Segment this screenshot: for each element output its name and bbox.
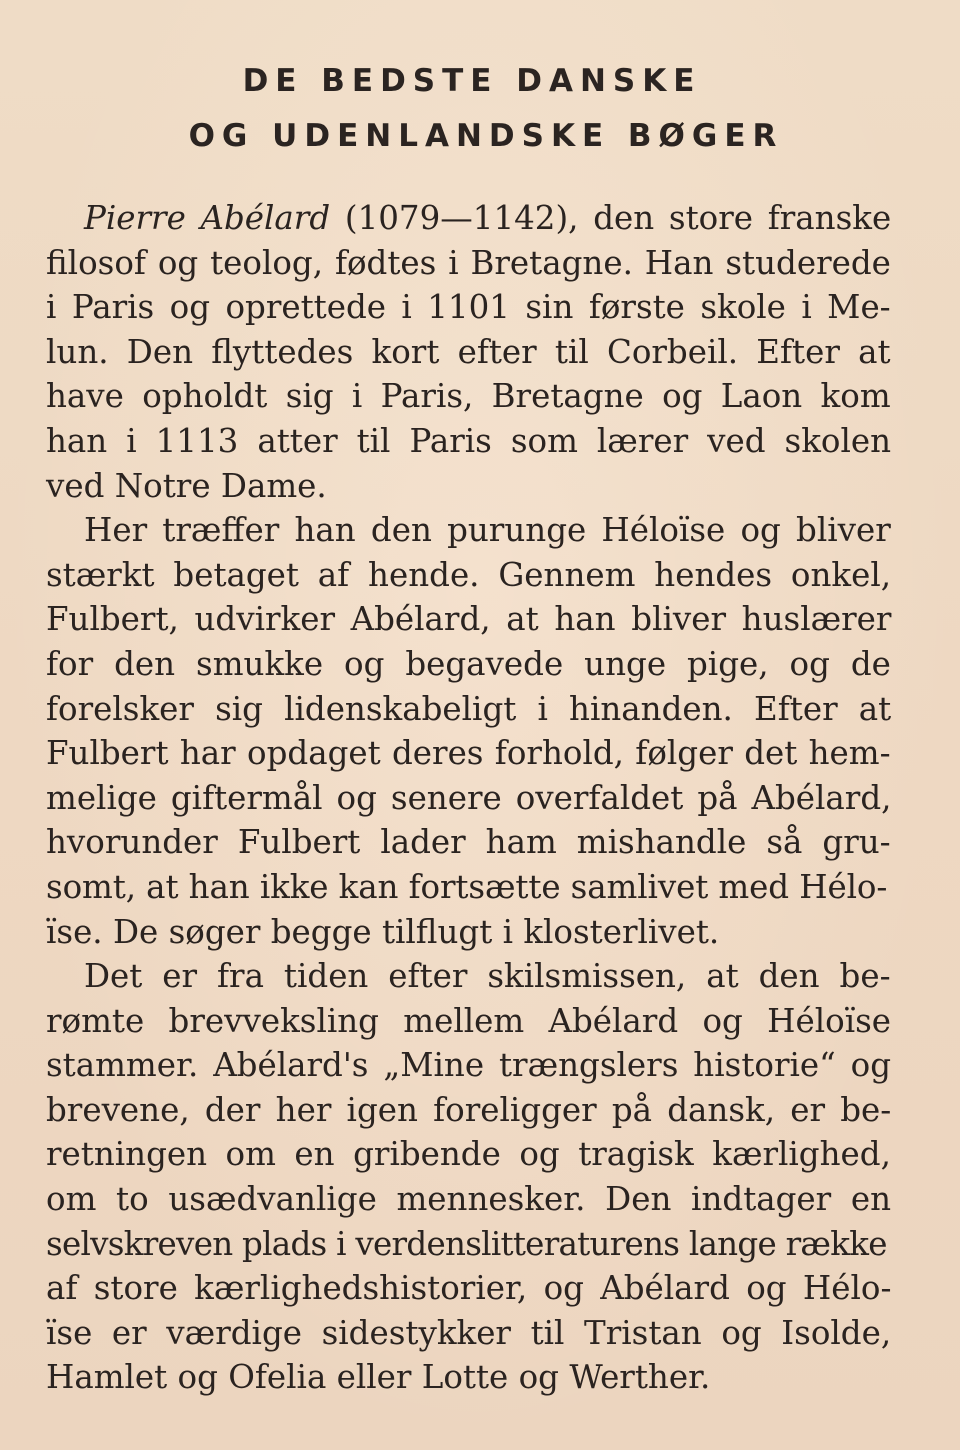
text-line: stammer. Abélard's „Mine trængslers historie“ og: [46, 1046, 892, 1085]
body-text: [46, 196, 891, 1400]
text-line: rømte brevveksling mellem Abélard og Héloïse: [46, 1001, 892, 1040]
text-line: Fulbert har opdaget deres forhold, følger det hem-: [46, 734, 891, 773]
text-line: Hamlet og Ofelia eller Lotte og Werther.: [46, 1358, 711, 1397]
text-line: ïse er værdige sidestykker til Tristan og Isolde,: [46, 1313, 892, 1352]
text-line: om to usædvanlige mennesker. Den indtager en: [46, 1180, 892, 1219]
text-line: somt, at han ikke kan fortsætte samlivet med Hélo-: [46, 867, 888, 906]
heading-line-2: OG UDENLANDSKE BØGER: [188, 118, 784, 154]
text-line: forelsker sig lidenskabeligt i hinanden. Efter at: [46, 689, 892, 728]
paragraph-3: [46, 954, 891, 1400]
text-line: i Paris og oprettede i 1101 sin første skole i Me-: [46, 288, 891, 327]
text-line: ïse. De søger begge tilflugt i klosterlivet.: [46, 912, 720, 951]
text-line: lun. Den flyttedes kort efter til Corbeil. Efter at: [46, 332, 891, 371]
paragraph-2: [46, 508, 891, 954]
text-line: han i 1113 atter til Paris som lærer ved skolen: [46, 421, 892, 460]
text-line: filosof og teolog, fødtes i Bretagne. Han studerede: [46, 243, 891, 282]
text-line: stærkt betaget af hende. Gennem hendes onkel,: [46, 555, 892, 594]
text-line: retningen om en gribende og tragisk kærlighed,: [46, 1135, 891, 1174]
text-line: ved Notre Dame.: [46, 466, 327, 505]
text-line: Fulbert, udvirker Abélard, at han bliver huslærer: [46, 600, 892, 639]
text-line: Her træffer han den purunge Héloïse og bliver: [84, 511, 891, 550]
text-line: for den smukke og begavede unge pige, og de: [46, 644, 891, 683]
author-name: Pierre Abélard: [84, 199, 331, 237]
text-line: Pierre Abélard (1079—1142), den store franske: [84, 199, 892, 237]
text-line: have opholdt sig i Paris, Bretagne og Laon kom: [46, 377, 891, 416]
text-line: af store kærlighedshistorier, og Abélard og Hélo-: [46, 1269, 892, 1308]
text-line: selvskreven plads i verdenslitteraturens lange række: [46, 1224, 887, 1263]
text-line: melige giftermål og senere overfaldet på Abélard,: [46, 778, 892, 817]
text-line: brevene, der her igen foreligger på dansk, er be-: [46, 1090, 892, 1129]
text-line: hvorunder Fulbert lader ham mishandle så gru-: [46, 823, 891, 862]
heading-line-1: DE BEDSTE DANSKE: [242, 63, 702, 99]
paragraph-1: [46, 196, 891, 508]
text-line: Det er fra tiden efter skilsmissen, at den be-: [84, 957, 891, 996]
